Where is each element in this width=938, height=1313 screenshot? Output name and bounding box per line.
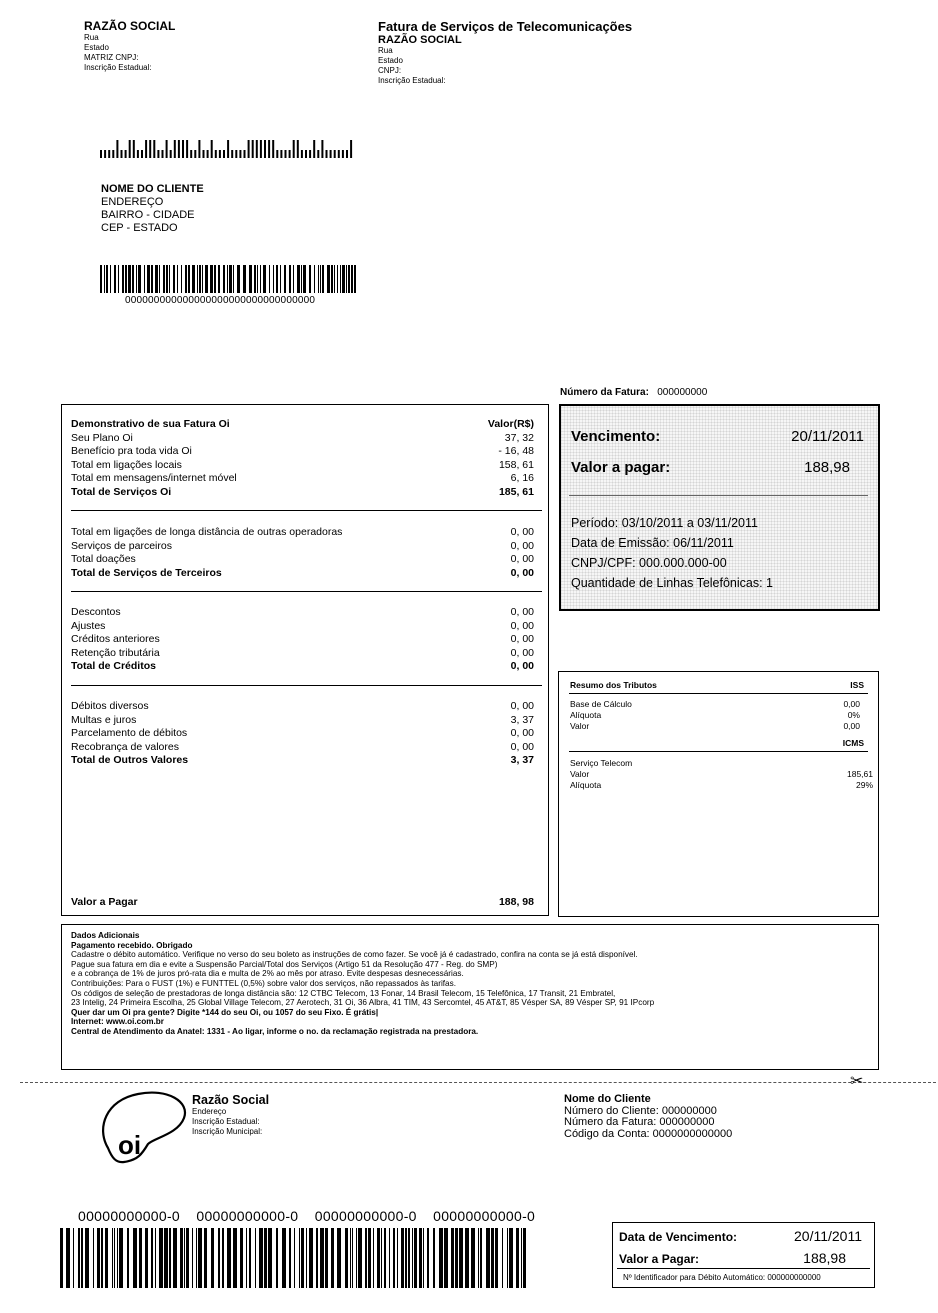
- tax-row-label: Alíquota: [570, 710, 602, 720]
- tax-row-label: Valor: [570, 721, 590, 731]
- amount-due-value: 188, 98: [498, 896, 534, 908]
- statement-total-row: [71, 567, 534, 581]
- section-divider: [71, 510, 542, 511]
- row-label: Recobrança de valores: [71, 740, 179, 753]
- statement-row: [71, 714, 534, 728]
- amount-due-row: [71, 896, 534, 910]
- statement-row: [71, 526, 534, 540]
- row-label: Total doações: [71, 553, 136, 565]
- statement-row: [71, 741, 534, 755]
- customer-address-block: [101, 183, 204, 235]
- postal-barcode: [100, 140, 360, 160]
- row-value: 0, 00: [510, 727, 534, 739]
- info-line: 23 Intelig, 24 Primeira Escolha, 25 Global Village Telecom, 27 Aerotech, 31 Oi, 36 Albra, 41 TIM, 43 Sercomtel, 45 AT&T, 85 Vésper SA, 89 Vésper SP, 91 IPcorp: [71, 998, 655, 1008]
- info-bold-line: Internet: www.oi.com.br: [71, 1017, 164, 1027]
- row-value: 3, 37: [510, 713, 534, 726]
- bottom-company-line: Endereço: [192, 1107, 227, 1116]
- tax-summary-box: [558, 671, 879, 917]
- row-label: Total em ligações locais: [71, 458, 182, 471]
- info-bold-line: Central de Atendimento da Anatel: 1331 - Ao ligar, informe o no. da reclamação registrada na prestadora.: [71, 1026, 479, 1036]
- statement-row: [71, 445, 534, 459]
- statement-row: [71, 553, 534, 567]
- row-value: 158, 61: [498, 458, 534, 471]
- slip-due-label: Data de Vencimento:: [619, 1230, 738, 1244]
- invoice-number-value: 000000000: [657, 387, 708, 398]
- issuer-left: [84, 20, 175, 73]
- phone-lines-quantity: Quantidade de Linhas Telefônicas: 1: [571, 576, 774, 590]
- info-line: Os códigos de seleção de prestadoras de longa distância são: 12 CTBC Telecom, 13 Fonar, 14 Brasil Telecom, 15 Telefônica, 17 Transit, 21 Embratel,: [71, 988, 616, 998]
- slip-divider: [617, 1268, 870, 1269]
- tax-title: Resumo dos Tributos: [570, 680, 657, 690]
- issuer-left-line: Inscrição Estadual:: [84, 63, 152, 72]
- customer-address: ENDEREÇO: [101, 196, 164, 208]
- info-line: Contribuições: Para o FUST (1%) e FUNTTEL (0,5%) sobre valor dos serviços, não repassados às tarifas.: [71, 978, 456, 988]
- statement-title: Demonstrativo de sua Fatura Oi: [71, 418, 230, 430]
- slip-pay-label: Valor a Pagar:: [619, 1252, 700, 1266]
- row-value: 0, 00: [510, 646, 534, 659]
- row-label: Parcelamento de débitos: [71, 727, 188, 739]
- bottom-company: [192, 1093, 269, 1137]
- statement-total-row: [71, 754, 534, 768]
- bottom-company-line: Inscrição Municipal:: [192, 1127, 263, 1136]
- issuer-left-line: Rua: [84, 33, 99, 42]
- issuer-left-line: Estado: [84, 43, 109, 52]
- invoice-number-label: Número da Fatura:: [560, 387, 649, 398]
- customer-zip-state: CEP - ESTADO: [101, 222, 178, 234]
- due-label: Vencimento:: [571, 428, 661, 445]
- due-date: 20/11/2011: [791, 428, 864, 445]
- row-value: 0, 00: [510, 539, 534, 552]
- section-divider: [71, 591, 542, 592]
- tax-row-value: 0%: [847, 710, 860, 720]
- info-line: e a cobrança de 1% de juros pró-rata dia e multa de 2% ao mês por atraso. Evite despesas desnecessárias.: [71, 969, 464, 979]
- tax-row-label: Alíquota: [570, 780, 602, 790]
- icms-label: ICMS: [842, 738, 864, 748]
- oi-logo-icon: [98, 1088, 190, 1168]
- tax-row-label: Valor: [570, 769, 590, 779]
- row-label: Seu Plano Oi: [71, 431, 133, 444]
- customer-name: NOME DO CLIENTE: [101, 183, 204, 195]
- total-value: 0, 00: [510, 660, 534, 672]
- total-value: 0, 00: [510, 566, 534, 579]
- total-label: Total de Serviços de Terceiros: [71, 566, 222, 579]
- statement-box: [61, 404, 549, 916]
- bottom-barcode: [60, 1228, 528, 1288]
- due-info: [571, 513, 773, 593]
- row-value: 0, 00: [510, 619, 534, 632]
- issuer-right-line: Inscrição Estadual:: [378, 76, 446, 85]
- bottom-company-name: Razão Social: [192, 1093, 270, 1107]
- statement-section-other: [71, 700, 534, 768]
- section-divider: [71, 685, 542, 686]
- row-label: Débitos diversos: [71, 700, 149, 712]
- info-line: Pague sua fatura em dia e evite a Suspensão Parcial/Total dos Serviços (Artigo 51 da Resolução 477 - Reg. do SMP): [71, 959, 498, 969]
- oi-logo-text: oi: [118, 1130, 142, 1160]
- statement-section-credits: [71, 606, 534, 674]
- statement-row: [71, 540, 534, 554]
- total-value: 185, 61: [498, 485, 534, 498]
- info-bold-line: Quer dar um Oi pra gente? Digite *144 do seu Oi, ou 1057 do seu Fixo. É grátis|: [71, 1007, 379, 1017]
- pay-value: 188,98: [804, 459, 850, 476]
- auto-debit-id: Nº Identificador para Débito Automático: 000000000000: [623, 1273, 821, 1282]
- tax-divider: [569, 693, 868, 694]
- additional-title: Dados Adicionais: [71, 931, 140, 940]
- statement-row: [71, 432, 534, 446]
- customer-district-city: BAIRRO - CIDADE: [101, 209, 195, 221]
- invoice-number: [560, 387, 707, 398]
- issuer-right-name: RAZÃO SOCIAL: [378, 34, 462, 46]
- bottom-client: [564, 1094, 732, 1140]
- statement-section-third-party: [71, 526, 534, 580]
- tax-row-label: Base de Cálculo: [570, 699, 632, 709]
- tax-row-value: 29%: [855, 780, 873, 790]
- payment-slip-box: [612, 1222, 875, 1288]
- row-value: 0, 00: [510, 606, 534, 618]
- issuer-right: [378, 20, 632, 86]
- row-label: Total em ligações de longa distância de outras operadoras: [71, 526, 343, 538]
- cut-line: [20, 1082, 936, 1083]
- amount-due-label: Valor a Pagar: [71, 896, 138, 908]
- payment-received: Pagamento recebido. Obrigado: [71, 940, 193, 950]
- info-line: Cadastre o débito automático. Verifique no verso do seu boleto as instruções de como fazer. Se você já é cadastrado, confira na conta se já está disponível.: [71, 950, 638, 960]
- row-value: 0, 00: [510, 526, 534, 538]
- pay-label: Valor a pagar:: [571, 459, 671, 476]
- row-value: 0, 00: [510, 700, 534, 712]
- bottom-barcode-number: 00000000000-0 00000000000-0 00000000000-0 00000000000-0: [78, 1208, 536, 1224]
- row-label: Descontos: [71, 606, 121, 618]
- top-barcode: [100, 265, 360, 293]
- statement-row: [71, 727, 534, 741]
- due-divider: [569, 495, 868, 496]
- tax-row-value: 0,00: [843, 721, 860, 731]
- client-number: Número do Cliente: 000000000: [564, 1104, 717, 1117]
- tax-row-value: 0,00: [843, 699, 860, 709]
- account-code: Código da Conta: 0000000000000: [564, 1127, 733, 1140]
- bottom-invoice-number: Número da Fatura: 000000000: [564, 1116, 715, 1128]
- row-label: Benefício pra toda vida Oi: [71, 445, 192, 457]
- statement-total-row: [71, 486, 534, 500]
- statement-row: [71, 633, 534, 647]
- row-value: - 16, 48: [498, 445, 534, 457]
- additional-info-content: [71, 931, 654, 1037]
- bottom-company-line: Inscrição Estadual:: [192, 1117, 260, 1126]
- row-value: 37, 32: [504, 431, 534, 444]
- top-barcode-number: 000000000000000000000000000000000: [125, 295, 316, 306]
- statement-row: [71, 620, 534, 634]
- issue-date: Data de Emissão: 06/11/2011: [571, 536, 734, 550]
- total-label: Total de Outros Valores: [71, 754, 189, 766]
- row-value: 0, 00: [510, 553, 534, 565]
- statement-row: [71, 700, 534, 714]
- row-value: 0, 00: [510, 633, 534, 645]
- billing-period: Período: 03/10/2011 a 03/11/2011: [571, 516, 758, 530]
- statement-row: [71, 472, 534, 486]
- tax-row-value: 185,61: [847, 769, 873, 779]
- total-label: Total de Serviços Oi: [71, 485, 172, 498]
- issuer-right-line: Rua: [378, 46, 393, 55]
- bottom-client-name: Nome do Cliente: [564, 1093, 651, 1105]
- total-value: 3, 37: [510, 754, 534, 766]
- issuer-left-name: RAZÃO SOCIAL: [84, 19, 176, 33]
- iss-label: ISS: [850, 680, 864, 690]
- statement-section-oi: [71, 418, 534, 499]
- statement-total-row: [71, 660, 534, 674]
- row-value: 0, 00: [510, 740, 534, 753]
- row-label: Multas e juros: [71, 713, 137, 726]
- due-summary-box: [559, 404, 880, 611]
- tax-divider: [569, 751, 868, 752]
- issuer-left-line: MATRIZ CNPJ:: [84, 53, 139, 62]
- total-label: Total de Créditos: [71, 660, 156, 672]
- row-value: 6, 16: [510, 472, 534, 484]
- statement-row: [71, 606, 534, 620]
- issuer-right-line: Estado: [378, 56, 403, 65]
- slip-pay-value: 188,98: [803, 1250, 846, 1266]
- cnpj-cpf: CNPJ/CPF: 000.000.000-00: [571, 556, 727, 570]
- scissors-icon: ✂: [850, 1073, 864, 1090]
- statement-header: [71, 418, 534, 432]
- row-label: Retenção tributária: [71, 646, 160, 659]
- statement-row: [71, 647, 534, 661]
- row-label: Créditos anteriores: [71, 633, 160, 645]
- value-header: Valor(R$): [487, 418, 534, 430]
- icms-service: Serviço Telecom: [570, 758, 633, 768]
- row-label: Total em mensagens/internet móvel: [71, 472, 237, 484]
- additional-info-box: [61, 924, 879, 1070]
- document-title: Fatura de Serviços de Telecomunicações: [378, 19, 633, 34]
- issuer-right-line: CNPJ:: [378, 66, 402, 75]
- statement-row: [71, 459, 534, 473]
- row-label: Serviços de parceiros: [71, 539, 172, 552]
- slip-due-value: 20/11/2011: [794, 1228, 862, 1244]
- row-label: Ajustes: [71, 619, 106, 632]
